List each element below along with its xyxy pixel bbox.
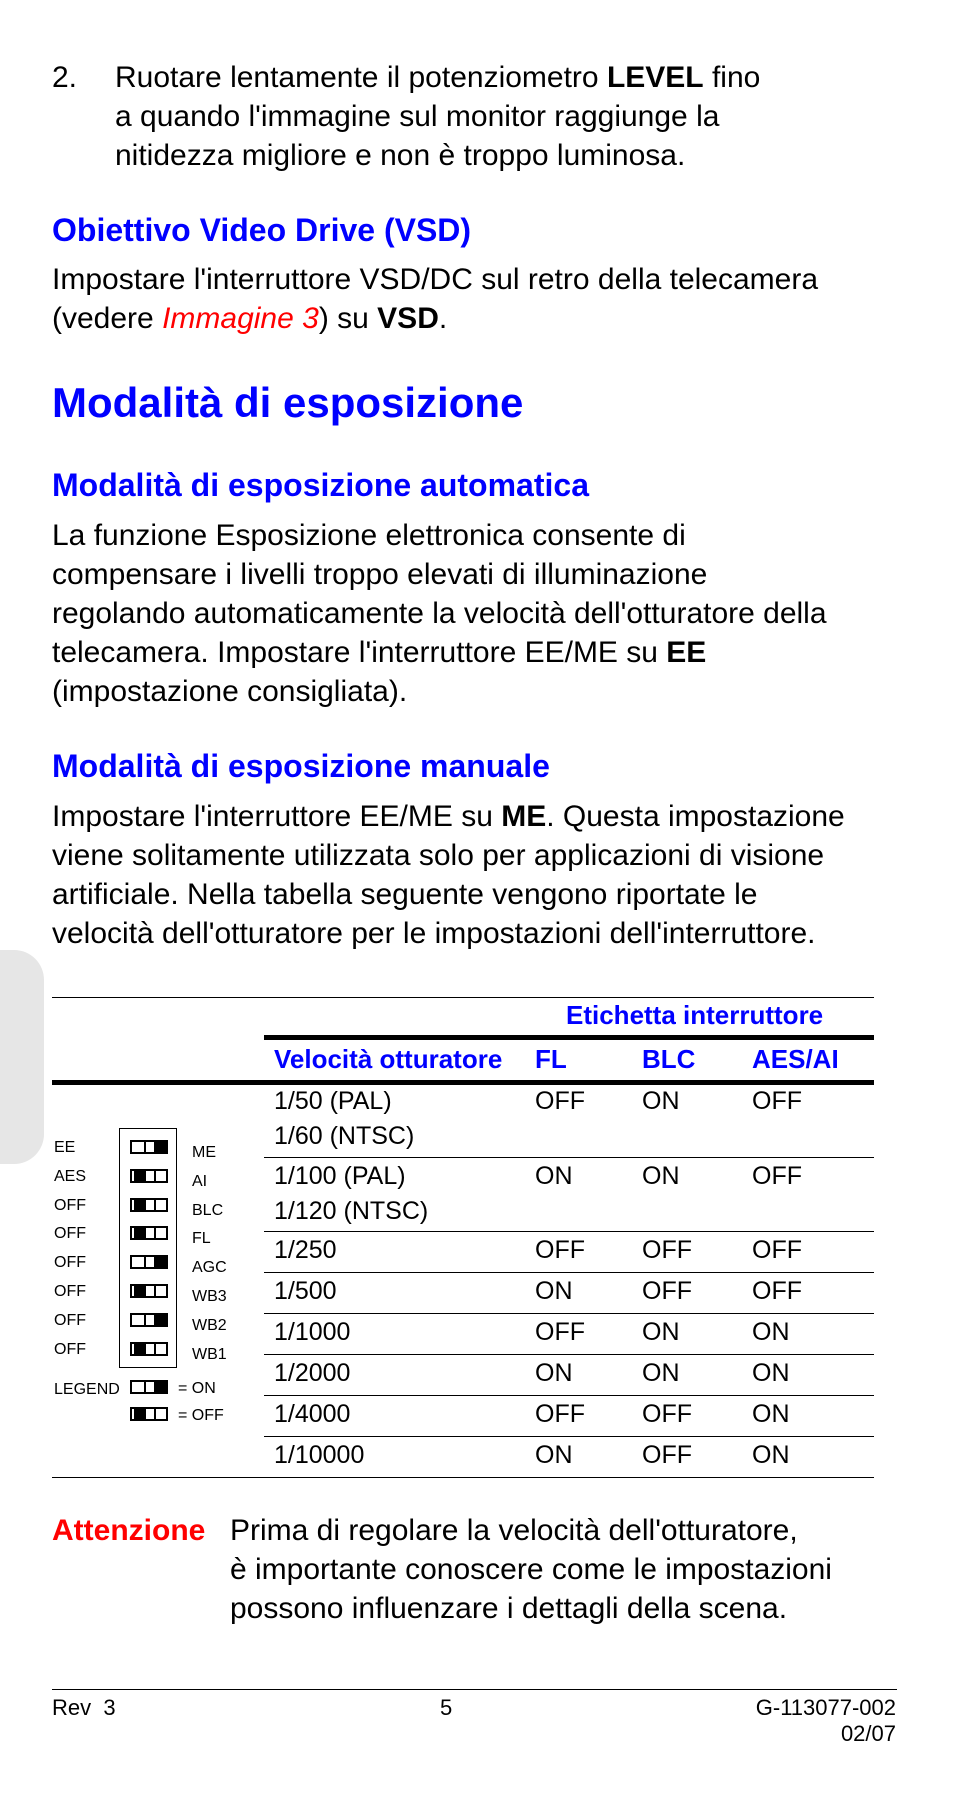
- table-top-rule: [52, 997, 874, 998]
- vsd-heading: Obiettivo Video Drive (VSD): [52, 212, 472, 248]
- row-1-fl: OFF: [535, 1087, 585, 1115]
- switch-right-label: WB1: [192, 1345, 227, 1363]
- row-5-speed: 1/1000: [274, 1318, 351, 1346]
- auto-exposure-paragraph: [52, 516, 932, 711]
- footer-date: 02/07: [840, 1721, 896, 1746]
- row-7-speed: 1/4000: [274, 1400, 351, 1428]
- row-1-aes: OFF: [752, 1087, 802, 1115]
- row-divider: [264, 1395, 874, 1396]
- switch-left-label: EE: [54, 1139, 76, 1156]
- dip-switch-icon: [130, 1342, 168, 1356]
- switch-left-label: OFF: [54, 1196, 86, 1214]
- table-header-rule: [52, 1080, 874, 1085]
- row-4-blc: OFF: [642, 1277, 692, 1305]
- switch-left-label: AES: [54, 1167, 87, 1185]
- row-3-fl: OFF: [535, 1236, 585, 1264]
- row-divider: [264, 1354, 874, 1355]
- dip-switch-icon: [130, 1198, 168, 1212]
- legend-label: LEGEND: [54, 1381, 120, 1398]
- auto-line-2: compensare i livelli troppo elevati di illuminazione: [52, 558, 708, 591]
- dip-switch-frame: [119, 1128, 177, 1368]
- row-8-aes: ON: [752, 1441, 790, 1469]
- col-header-speed: Velocità otturatore: [274, 1044, 503, 1074]
- row-4-aes: OFF: [752, 1277, 802, 1305]
- legend-off-switch-icon: [130, 1407, 168, 1421]
- vsd-line-1: Impostare l'interruttore VSD/DC sul retro della telecamera: [52, 263, 819, 296]
- switch-label-group-header: Etichetta interruttore: [566, 1000, 824, 1030]
- switch-right-label: AI: [192, 1172, 208, 1190]
- switch-right-label: ME: [192, 1144, 216, 1161]
- row-2-fl: ON: [535, 1162, 573, 1190]
- caution-label: Attenzione: [52, 1514, 206, 1547]
- manual-line-1: Impostare l'interruttore EE/ME su ME. Questa impostazione: [52, 800, 845, 833]
- row-divider: [264, 1231, 874, 1232]
- footer-page-number: 5: [440, 1695, 453, 1720]
- row-2-speed: 1/100 (PAL) 1/120 (NTSC): [274, 1162, 429, 1225]
- row-6-fl: ON: [535, 1359, 573, 1387]
- auto-line-3: regolando automaticamente la velocità dell'otturatore della: [52, 597, 827, 630]
- dip-switch-icon: [130, 1313, 168, 1327]
- auto-line-5: (impostazione consigliata).: [52, 675, 408, 708]
- auto-line-4: telecamera. Impostare l'interruttore EE/ME su EE: [52, 636, 707, 669]
- col-header-blc: BLC: [642, 1044, 696, 1074]
- row-divider: [264, 1157, 874, 1158]
- vsd-paragraph: [52, 260, 922, 338]
- row-8-speed: 1/10000: [274, 1441, 365, 1469]
- row-2-aes: OFF: [752, 1162, 802, 1190]
- dip-switch-icon: [130, 1140, 168, 1154]
- legend-on-label: = ON: [178, 1380, 216, 1397]
- switch-left-label: OFF: [54, 1340, 86, 1358]
- auto-exposure-heading: Modalità di esposizione automatica: [52, 467, 589, 503]
- row-3-speed: 1/250: [274, 1236, 337, 1264]
- step-2-line-1: Ruotare lentamente il potenziometro LEVEL fino: [115, 61, 761, 94]
- caution-line-2: è importante conoscere come le impostazioni: [230, 1553, 832, 1586]
- step-number: 2.: [52, 61, 78, 94]
- manual-line-3: artificiale. Nella tabella seguente vengono riportate le: [52, 878, 758, 911]
- row-3-blc: OFF: [642, 1236, 692, 1264]
- caution-line-1: Prima di regolare la velocità dell'otturatore,: [230, 1514, 798, 1547]
- exposure-title: Modalità di esposizione: [52, 379, 524, 426]
- row-6-aes: ON: [752, 1359, 790, 1387]
- row-divider: [264, 1313, 874, 1314]
- footer-rule: [52, 1689, 897, 1690]
- dip-switch-diagram: [52, 1128, 262, 1428]
- row-5-fl: OFF: [535, 1318, 585, 1346]
- row-4-speed: 1/500: [274, 1277, 337, 1305]
- caution-text: [230, 1511, 930, 1628]
- row-1-blc: ON: [642, 1087, 680, 1115]
- switch-left-label: OFF: [54, 1283, 86, 1300]
- row-1-speed: 1/50 (PAL) 1/60 (NTSC): [274, 1087, 415, 1150]
- step-2-text: [115, 58, 915, 175]
- row-divider: [264, 1272, 874, 1273]
- footer-revision: Rev 3: [52, 1695, 116, 1720]
- switch-right-label: FL: [192, 1230, 211, 1248]
- row-6-speed: 1/2000: [274, 1359, 351, 1387]
- footer-doc-number: G-113077-002: [755, 1695, 896, 1720]
- step-2-line-3: nitidezza migliore e non è troppo luminosa.: [115, 139, 686, 172]
- switch-right-label: AGC: [192, 1259, 227, 1277]
- switch-right-label: WB2: [192, 1316, 227, 1334]
- step-2-line-2: a quando l'immagine sul monitor raggiunge la: [115, 100, 720, 133]
- table-bottom-rule: [52, 1477, 874, 1478]
- row-8-fl: ON: [535, 1441, 573, 1469]
- switch-left-label: OFF: [54, 1254, 86, 1272]
- row-7-aes: ON: [752, 1400, 790, 1428]
- row-6-blc: ON: [642, 1359, 680, 1387]
- side-tab: [0, 950, 44, 1164]
- caution-line-3: possono influenzare i dettagli della scena.: [230, 1592, 788, 1625]
- vsd-line-2: (vedere Immagine 3) su VSD.: [52, 302, 448, 335]
- dip-switch-icon: [130, 1226, 168, 1240]
- dip-switch-icon: [130, 1255, 168, 1269]
- dip-switch-icon: [130, 1169, 168, 1183]
- row-5-aes: ON: [752, 1318, 790, 1346]
- table-group-rule: [264, 1035, 874, 1040]
- col-header-fl: FL: [535, 1044, 567, 1074]
- auto-line-1: La funzione Esposizione elettronica consente di: [52, 519, 686, 552]
- row-4-fl: ON: [535, 1277, 573, 1305]
- switch-left-label: OFF: [54, 1225, 86, 1243]
- legend-on-switch-icon: [130, 1380, 168, 1394]
- manual-exposure-heading: Modalità di esposizione manuale: [52, 748, 550, 784]
- row-2-blc: ON: [642, 1162, 680, 1190]
- row-7-blc: OFF: [642, 1400, 692, 1428]
- manual-line-4: velocità dell'otturatore per le impostazioni dell'interruttore.: [52, 917, 816, 950]
- row-3-aes: OFF: [752, 1236, 802, 1264]
- row-7-fl: OFF: [535, 1400, 585, 1428]
- dip-switch-icon: [130, 1284, 168, 1298]
- image-3-link[interactable]: Immagine 3: [162, 302, 319, 335]
- switch-right-label: BLC: [192, 1201, 224, 1219]
- row-5-blc: ON: [642, 1318, 680, 1346]
- legend-off-label: = OFF: [178, 1407, 224, 1424]
- col-header-aes-ai: AES/AI: [752, 1044, 839, 1074]
- switch-right-label: WB3: [192, 1288, 227, 1305]
- manual-line-2: viene solitamente utilizzata solo per applicazioni di visione: [52, 839, 825, 872]
- row-divider: [264, 1436, 874, 1437]
- row-8-blc: OFF: [642, 1441, 692, 1469]
- switch-left-label: OFF: [54, 1311, 86, 1329]
- manual-exposure-paragraph: [52, 797, 932, 953]
